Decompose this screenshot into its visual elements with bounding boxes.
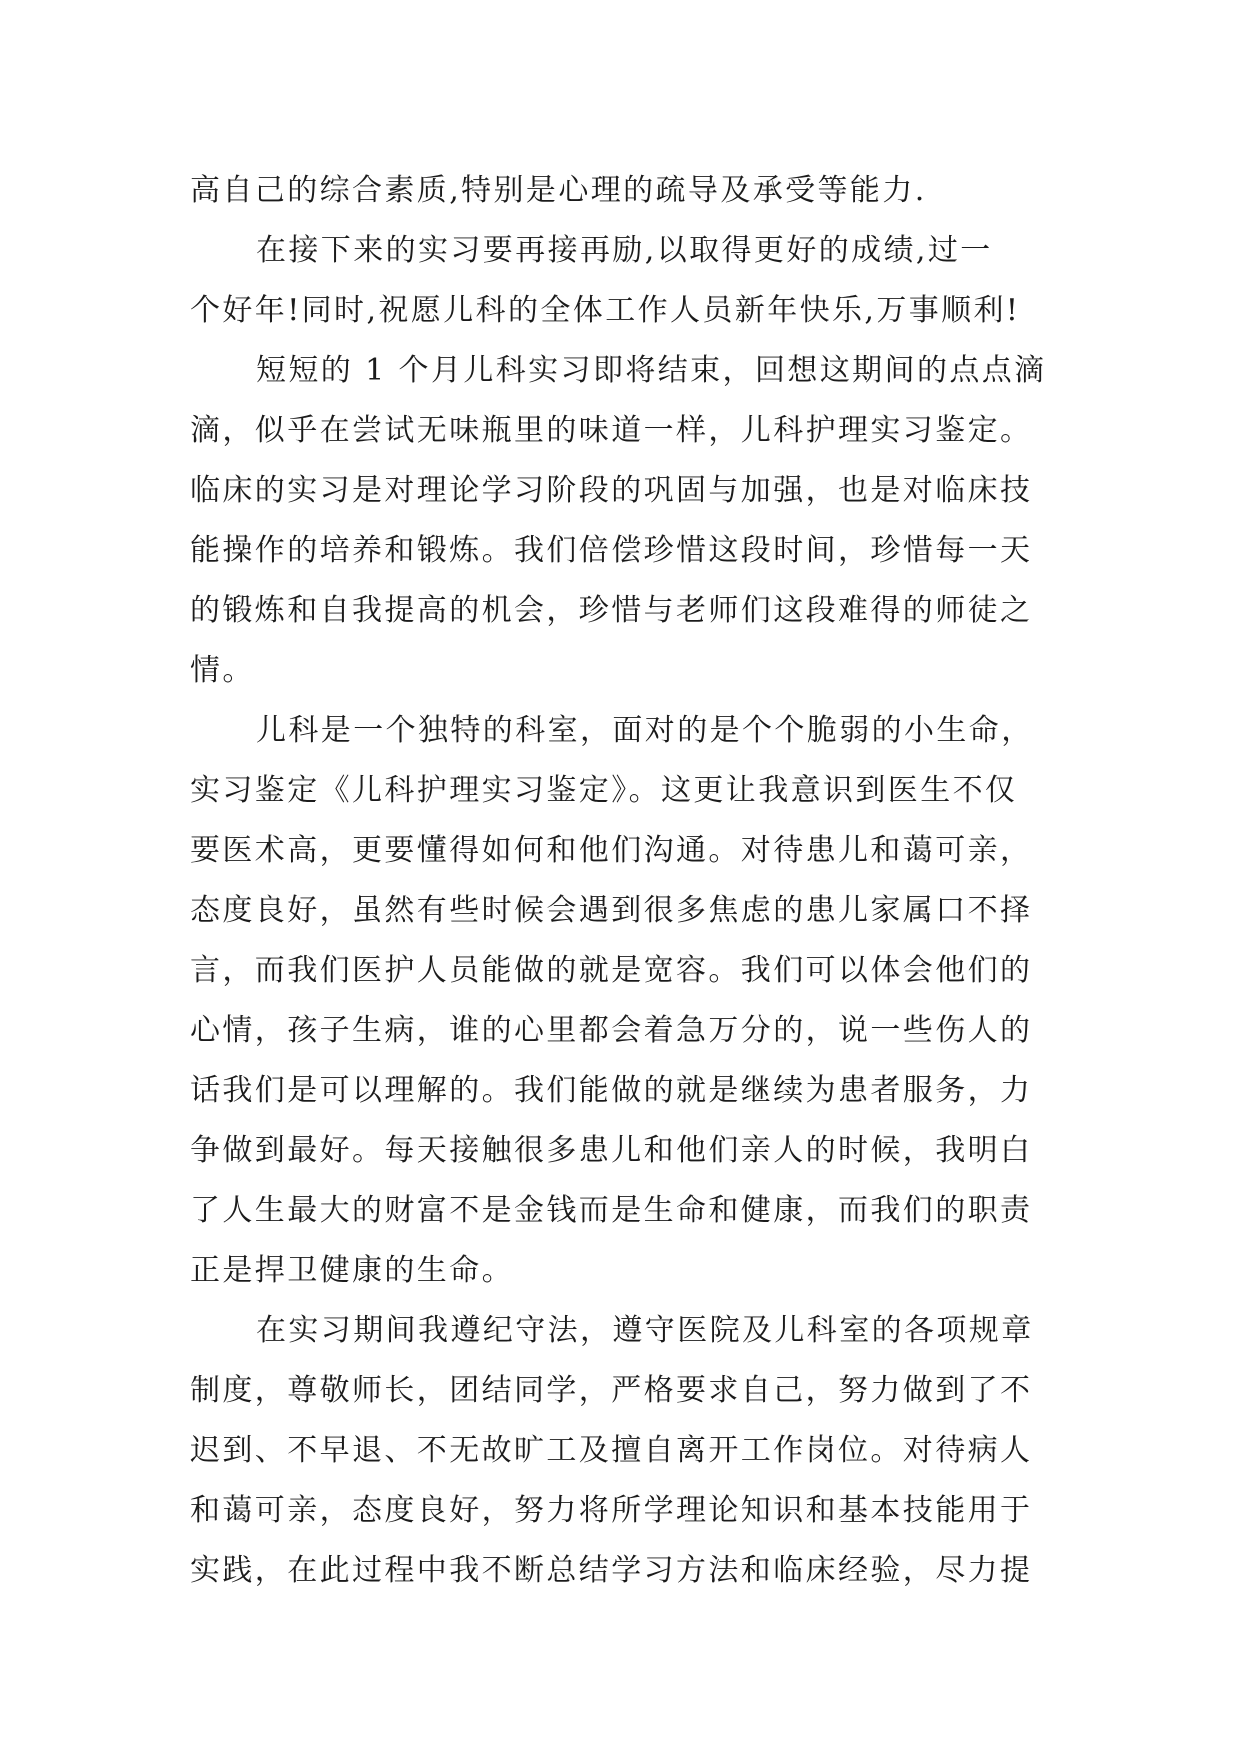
text-line: 临床的实习是对理论学习阶段的巩固与加强，也是对临床技 xyxy=(190,473,1033,508)
text-line: 言，而我们医护人员能做的就是宽容。我们可以体会他们的 xyxy=(190,953,1033,988)
text-line: 情。 xyxy=(190,653,255,688)
document-body xyxy=(190,161,1060,1601)
text-line: 在实习期间我遵纪守法，遵守医院及儿科室的各项规章 xyxy=(256,1313,1034,1348)
text-line: 个好年!同时,祝愿儿科的全体工作人员新年快乐,万事顺利! xyxy=(190,293,1021,328)
text-line: 的锻炼和自我提高的机会，珍惜与老师们这段难得的师徒之 xyxy=(190,593,1033,628)
text-line: 和蔼可亲，态度良好，努力将所学理论知识和基本技能用于 xyxy=(190,1493,1033,1528)
text-line: 短短的 1 个月儿科实习即将结束，回想这期间的点点滴 xyxy=(256,353,1047,388)
text-line: 要医术高，更要懂得如何和他们沟通。对待患儿和蔼可亲， xyxy=(190,833,1033,868)
text-line: 能操作的培养和锻炼。我们倍偿珍惜这段时间，珍惜每一天 xyxy=(190,533,1033,568)
text-line: 高自己的综合素质,特别是心理的疏导及承受等能力. xyxy=(190,173,927,208)
text-line: 迟到、不早退、不无故旷工及擅自离开工作岗位。对待病人 xyxy=(190,1433,1033,1468)
text-line: 话我们是可以理解的。我们能做的就是继续为患者服务，力 xyxy=(190,1073,1033,1108)
text-line: 儿科是一个独特的科室，面对的是个个脆弱的小生命， xyxy=(256,713,1034,748)
text-line: 心情，孩子生病，谁的心里都会着急万分的，说一些伤人的 xyxy=(190,1013,1033,1048)
text-line: 在接下来的实习要再接再励,以取得更好的成绩,过一 xyxy=(256,233,993,268)
text-line: 滴，似乎在尝试无味瓶里的味道一样，儿科护理实习鉴定。 xyxy=(190,413,1033,448)
text-line: 制度，尊敬师长，团结同学，严格要求自己，努力做到了不 xyxy=(190,1373,1033,1408)
text-line: 争做到最好。每天接触很多患儿和他们亲人的时候，我明白 xyxy=(190,1133,1033,1168)
text-line: 实习鉴定《儿科护理实习鉴定》。这更让我意识到医生不仅 xyxy=(190,773,1018,808)
text-line: 实践，在此过程中我不断总结学习方法和临床经验，尽力提 xyxy=(190,1553,1033,1588)
text-line: 态度良好，虽然有些时候会遇到很多焦虑的患儿家属口不择 xyxy=(190,893,1033,928)
text-line: 了人生最大的财富不是金钱而是生命和健康，而我们的职责 xyxy=(190,1193,1033,1228)
text-line: 正是捍卫健康的生命。 xyxy=(190,1253,514,1288)
